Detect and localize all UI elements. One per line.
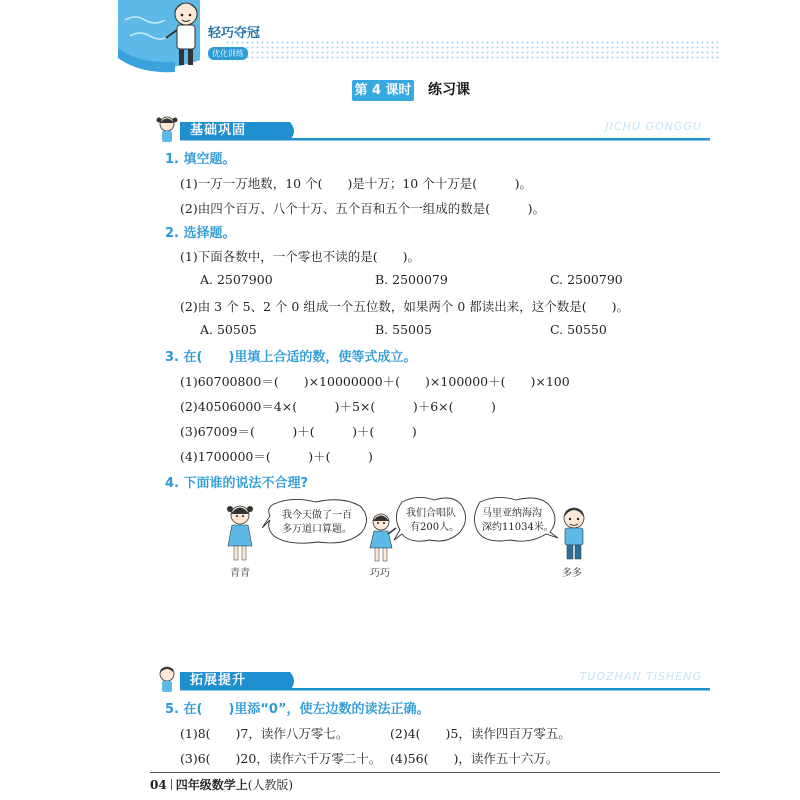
brand-logo <box>208 22 260 60</box>
kid-name-qingqing: 青青 <box>230 568 250 579</box>
mascot-icon <box>160 0 210 70</box>
page-number: 04 <box>150 778 167 792</box>
question-2-heading: 2. 选择题。 <box>165 226 236 241</box>
q5-item-1: (1)8( )7，读作八万零七。 <box>180 726 349 741</box>
q1-line-2: (2)由四个百万、八个十万、五个百和五个一组成的数是( )。 <box>180 201 545 216</box>
header-background <box>0 0 800 80</box>
book-title: 四年级数学上 <box>175 778 248 792</box>
question-3-heading: 3. 在( )里填上合适的数，使等式成立。 <box>165 350 417 365</box>
kid-name-qiaoqiao: 巧巧 <box>370 568 390 579</box>
speech-bubble-1 <box>262 498 370 548</box>
bubble-3-line-1: 马里亚纳海沟 <box>482 508 542 519</box>
section-banner-extension <box>150 668 710 694</box>
brand-subtitle: 优化训练 <box>208 47 248 60</box>
boy-mascot-icon <box>152 664 182 694</box>
section-banner-basic <box>150 118 710 144</box>
q1-line-1: (1)一万一万地数，10 个( )是十万；10 个十万是( )。 <box>180 176 532 191</box>
kid-name-duoduo: 多多 <box>562 568 582 579</box>
question-4-heading: 4. 下面谁的说法不合理? <box>165 476 309 491</box>
q3-line-1: (1)60700800＝( )×10000000＋( )×100000＋( )×100 <box>180 374 570 389</box>
speech-bubble-2 <box>392 496 468 546</box>
kid-duoduo-icon <box>556 505 592 563</box>
q5-item-4: (4)56( )，读作五十六万。 <box>390 751 559 766</box>
q2-sub-1: (1)下面各数中，一个零也不读的是( )。 <box>180 249 420 264</box>
q2-2-option-a: A. 50505 <box>200 322 257 337</box>
brand-title: 轻巧夺冠 <box>208 26 261 41</box>
q2-2-option-c: C. 50550 <box>550 322 607 337</box>
book-edition: (人教版) <box>247 778 294 792</box>
question-5-heading: 5. 在( )里添“0”，使左边数的读法正确。 <box>165 702 430 717</box>
q2-sub-2: (2)由 3 个 5、2 个 0 组成一个五位数，如果两个 0 都读出来，这个数是( )。 <box>180 299 630 314</box>
footer-separator <box>171 779 172 790</box>
q2-1-option-a: A. 2507900 <box>200 272 273 287</box>
page-footer <box>150 776 293 793</box>
q3-line-3: (3)67009＝( )＋( )＋( ) <box>180 424 417 439</box>
bubble-2-line-1: 我们合唱队 <box>406 508 456 519</box>
q3-line-2: (2)40506000＝4×( )＋5×( )＋6×( ) <box>180 399 496 414</box>
q2-1-option-b: B. 2500079 <box>375 272 448 287</box>
bubble-3-line-2: 深约11034米。 <box>482 522 554 533</box>
section-pinyin: TUOZHAN TISHENG <box>579 670 702 683</box>
lesson-title: 练习课 <box>428 82 470 98</box>
bubble-1-line-2: 多万道口算题。 <box>282 524 352 535</box>
footer-divider <box>150 772 720 773</box>
bubble-1-line-1: 我今天做了一百 <box>282 510 352 521</box>
q2-2-option-b: B. 55005 <box>375 322 432 337</box>
q5-item-2: (2)4( )5，读作四百万零五。 <box>390 726 571 741</box>
q5-item-3: (3)6( )20，读作六千万零二十。 <box>180 751 382 766</box>
bubble-2-line-2: 有200人。 <box>410 522 460 533</box>
q2-1-option-c: C. 2500790 <box>550 272 623 287</box>
girl-mascot-icon <box>152 114 182 144</box>
speech-bubble-3 <box>470 496 558 546</box>
section-label: 拓展提升 <box>190 673 247 688</box>
question-1-heading: 1. 填空题。 <box>165 152 236 167</box>
q3-line-4: (4)1700000＝( )＋( ) <box>180 449 373 464</box>
lesson-badge: 第 4 课时 <box>352 80 414 101</box>
section-pinyin: JICHU GONGGU <box>605 120 702 133</box>
kid-qingqing-icon <box>222 502 258 564</box>
section-label: 基础巩固 <box>190 123 247 138</box>
